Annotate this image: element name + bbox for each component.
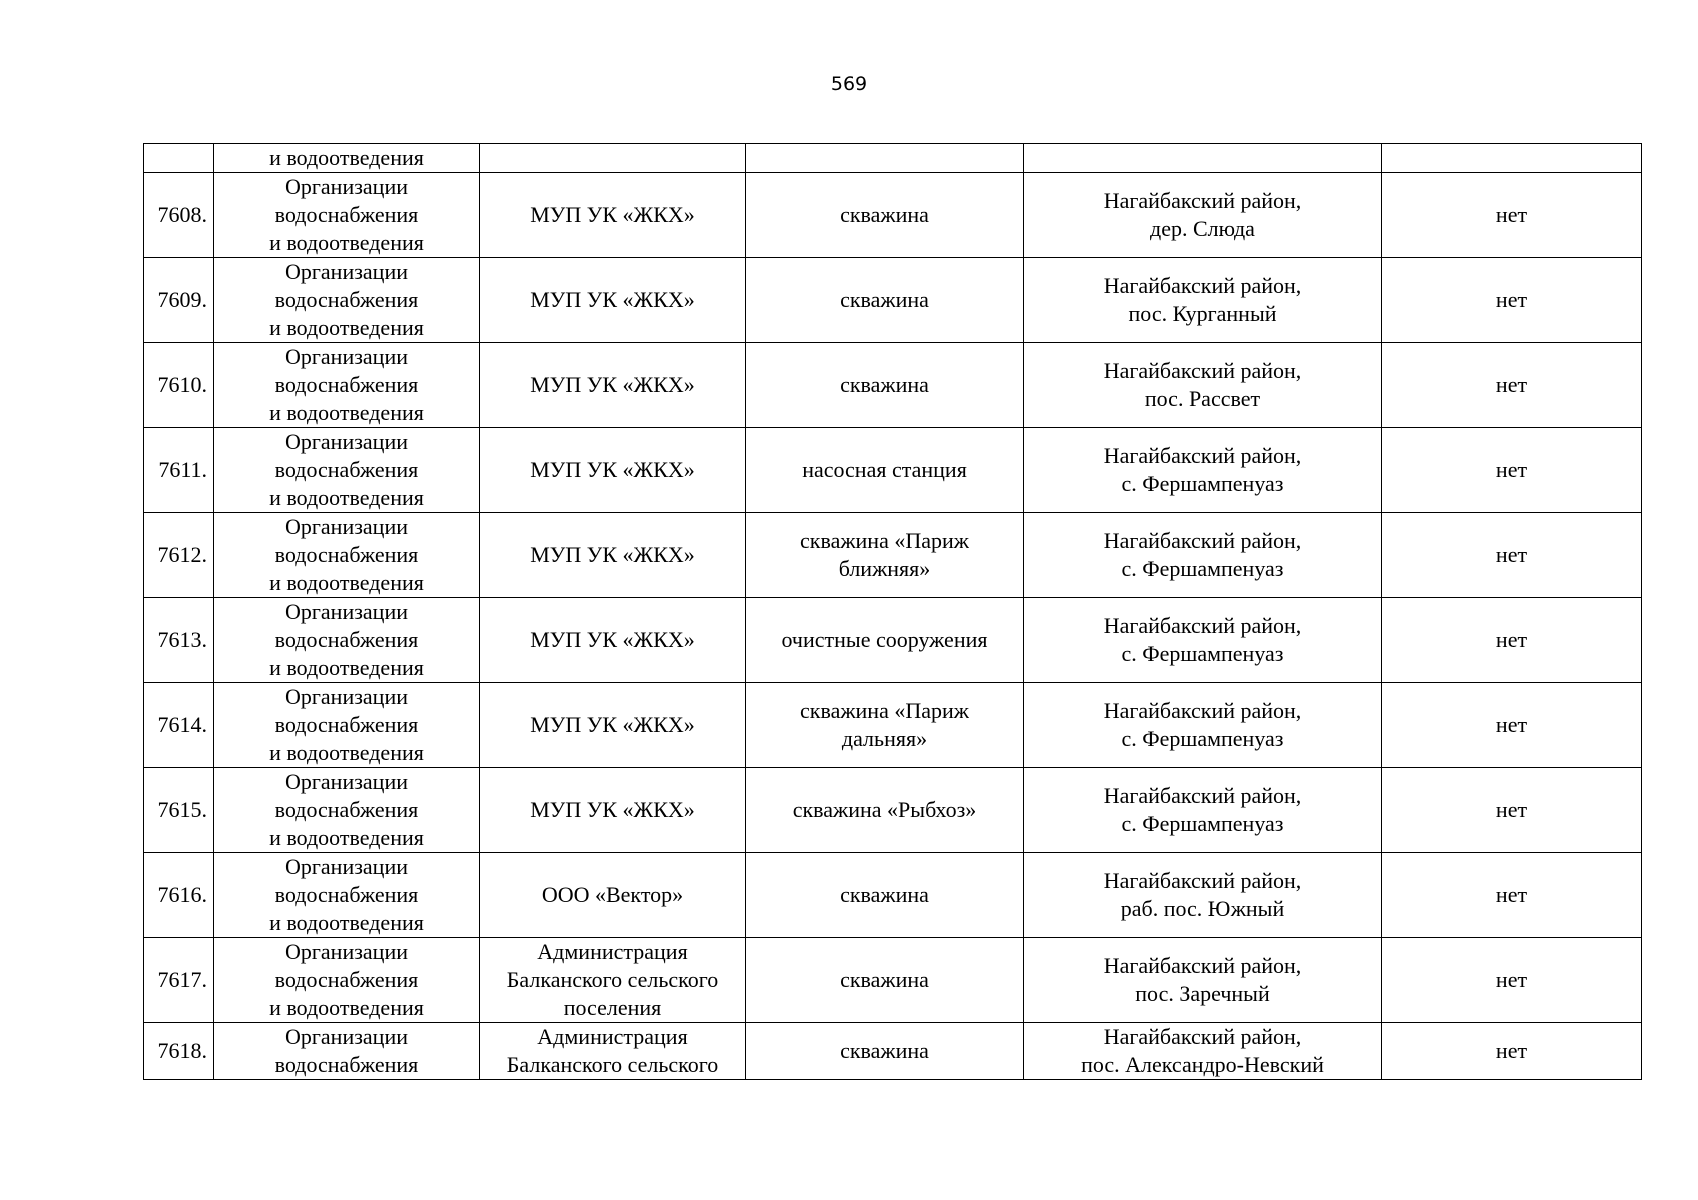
cell-line: скважина «Париж xyxy=(800,528,969,553)
cell-line: скважина xyxy=(840,1038,929,1063)
cell-line: МУП УК «ЖКХ» xyxy=(530,287,695,312)
cell-line: скважина xyxy=(840,202,929,227)
cell-line: водоснабжения xyxy=(274,542,419,567)
table-body xyxy=(144,144,1642,1080)
cell-line: скважина «Париж xyxy=(800,698,969,723)
cell-category xyxy=(214,513,480,598)
cell-address xyxy=(1024,938,1382,1023)
cell-line: Нагайбакский район, xyxy=(1103,783,1302,808)
registry-table xyxy=(143,143,1642,1080)
cell-status: нет xyxy=(1382,173,1642,258)
cell-line: скважина xyxy=(840,967,929,992)
cell-status: нет xyxy=(1382,598,1642,683)
cell-num: 7616. xyxy=(144,853,214,938)
table-row xyxy=(144,173,1642,258)
cell-line: водоснабжения xyxy=(274,1052,419,1077)
cell-line: с. Фершампенуаз xyxy=(1121,726,1284,751)
cell-line: с. Фершампенуаз xyxy=(1121,641,1284,666)
table-row xyxy=(144,258,1642,343)
cell-num: 7614. xyxy=(144,683,214,768)
cell-num: 7613. xyxy=(144,598,214,683)
cell-line: с. Фершампенуаз xyxy=(1121,556,1284,581)
cell-line: МУП УК «ЖКХ» xyxy=(530,627,695,652)
cell-line: водоснабжения xyxy=(274,372,419,397)
cell-category xyxy=(214,938,480,1023)
cell-org xyxy=(480,343,746,428)
cell-org xyxy=(480,938,746,1023)
cell-status: нет xyxy=(1382,513,1642,598)
cell-org xyxy=(480,598,746,683)
cell-object xyxy=(746,513,1024,598)
cell-category xyxy=(214,258,480,343)
cell-line: пос. Александро-Невский xyxy=(1081,1052,1324,1077)
table-row xyxy=(144,938,1642,1023)
cell-line: Нагайбакский район, xyxy=(1103,528,1302,553)
cell-line: Организации xyxy=(285,429,408,454)
cell-line: пос. Курганный xyxy=(1128,301,1277,326)
cell-line: Организации xyxy=(285,344,408,369)
cell-address xyxy=(1024,1023,1382,1080)
cell-address xyxy=(1024,258,1382,343)
cell-org xyxy=(480,513,746,598)
cell-address xyxy=(1024,598,1382,683)
cell-line: Нагайбакский район, xyxy=(1103,188,1302,213)
cell-line: скважина «Рыбхоз» xyxy=(792,797,977,822)
cell-object xyxy=(746,768,1024,853)
cell-line: МУП УК «ЖКХ» xyxy=(530,457,695,482)
cell-status: нет xyxy=(1382,938,1642,1023)
cell-line: Администрация xyxy=(537,939,688,964)
cell-org xyxy=(480,853,746,938)
cell-object xyxy=(746,144,1024,173)
cell-line: с. Фершампенуаз xyxy=(1121,471,1284,496)
cell-line: Нагайбакский район, xyxy=(1103,698,1302,723)
cell-line: Администрация xyxy=(537,1024,688,1049)
cell-line: и водоотведения xyxy=(269,485,424,510)
cell-line: Нагайбакский район, xyxy=(1103,1024,1302,1049)
cell-address xyxy=(1024,683,1382,768)
cell-line: ООО «Вектор» xyxy=(541,882,684,907)
cell-line: с. Фершампенуаз xyxy=(1121,811,1284,836)
cell-line: водоснабжения xyxy=(274,457,419,482)
cell-category xyxy=(214,1023,480,1080)
cell-num: 7611. xyxy=(144,428,214,513)
cell-line: и водоотведения xyxy=(269,400,424,425)
cell-num: 7615. xyxy=(144,768,214,853)
cell-line: Нагайбакский район, xyxy=(1103,613,1302,638)
cell-line: МУП УК «ЖКХ» xyxy=(530,202,695,227)
cell-num: 7618. xyxy=(144,1023,214,1080)
cell-line: водоснабжения xyxy=(274,882,419,907)
cell-status: нет xyxy=(1382,343,1642,428)
cell-line: водоснабжения xyxy=(274,797,419,822)
cell-org xyxy=(480,144,746,173)
cell-line: Балканского сельского xyxy=(506,1052,719,1077)
cell-line: Организации xyxy=(285,684,408,709)
cell-num: 7612. xyxy=(144,513,214,598)
cell-line: скважина xyxy=(840,287,929,312)
cell-address xyxy=(1024,768,1382,853)
cell-org xyxy=(480,258,746,343)
cell-category xyxy=(214,428,480,513)
cell-line: и водоотведения xyxy=(269,910,424,935)
cell-line: Нагайбакский район, xyxy=(1103,953,1302,978)
cell-address xyxy=(1024,173,1382,258)
cell-line: Балканского сельского xyxy=(506,967,719,992)
table-row xyxy=(144,853,1642,938)
cell-line: Организации xyxy=(285,769,408,794)
cell-line: водоснабжения xyxy=(274,967,419,992)
cell-category xyxy=(214,598,480,683)
cell-object xyxy=(746,1023,1024,1080)
cell-line: и водоотведения xyxy=(269,230,424,255)
cell-line: и водоотведения xyxy=(269,315,424,340)
cell-line: Организации xyxy=(285,854,408,879)
cell-num: 7609. xyxy=(144,258,214,343)
cell-object xyxy=(746,343,1024,428)
cell-line: очистные сооружения xyxy=(781,627,988,652)
table-row xyxy=(144,343,1642,428)
cell-category xyxy=(214,173,480,258)
cell-address xyxy=(1024,513,1382,598)
cell-line: и водоотведения xyxy=(269,825,424,850)
cell-line: водоснабжения xyxy=(274,202,419,227)
cell-line: насосная станция xyxy=(802,457,967,482)
cell-line: водоснабжения xyxy=(274,287,419,312)
cell-status: нет xyxy=(1382,768,1642,853)
cell-line: Организации xyxy=(285,599,408,624)
cell-line: МУП УК «ЖКХ» xyxy=(530,542,695,567)
cell-line: ближняя» xyxy=(838,556,931,581)
cell-line: водоснабжения xyxy=(274,712,419,737)
cell-status xyxy=(1382,144,1642,173)
cell-address xyxy=(1024,144,1382,173)
cell-line: пос. Рассвет xyxy=(1144,386,1261,411)
cell-line: водоснабжения xyxy=(274,627,419,652)
cell-category xyxy=(214,853,480,938)
cell-line: пос. Заречный xyxy=(1135,981,1270,1006)
cell-line: скважина xyxy=(840,882,929,907)
cell-line: Организации xyxy=(285,514,408,539)
cell-category: и водоотведения xyxy=(214,144,480,173)
cell-org xyxy=(480,1023,746,1080)
cell-line: и водоотведения xyxy=(269,655,424,680)
table-row xyxy=(144,513,1642,598)
cell-status: нет xyxy=(1382,428,1642,513)
cell-line: раб. пос. Южный xyxy=(1120,896,1285,921)
cell-object xyxy=(746,173,1024,258)
cell-org xyxy=(480,428,746,513)
cell-line: и водоотведения xyxy=(269,995,424,1020)
cell-line: МУП УК «ЖКХ» xyxy=(530,797,695,822)
cell-line: Нагайбакский район, xyxy=(1103,273,1302,298)
cell-num xyxy=(144,144,214,173)
cell-line: Нагайбакский район, xyxy=(1103,868,1302,893)
cell-category xyxy=(214,343,480,428)
cell-line: Организации xyxy=(285,259,408,284)
cell-category xyxy=(214,683,480,768)
cell-line: Организации xyxy=(285,174,408,199)
table-row xyxy=(144,768,1642,853)
cell-line: МУП УК «ЖКХ» xyxy=(530,712,695,737)
cell-object xyxy=(746,428,1024,513)
page-number: 569 xyxy=(830,73,868,95)
cell-line: поселения xyxy=(563,995,662,1020)
cell-object xyxy=(746,598,1024,683)
cell-status: нет xyxy=(1382,853,1642,938)
cell-status: нет xyxy=(1382,1023,1642,1080)
cell-line: Организации xyxy=(285,1024,408,1049)
cell-address xyxy=(1024,343,1382,428)
cell-line: дальняя» xyxy=(841,726,928,751)
cell-num: 7608. xyxy=(144,173,214,258)
cell-line: Нагайбакский район, xyxy=(1103,358,1302,383)
cell-address xyxy=(1024,853,1382,938)
cell-line: и водоотведения xyxy=(269,740,424,765)
cell-org xyxy=(480,173,746,258)
cell-address xyxy=(1024,428,1382,513)
cell-org xyxy=(480,683,746,768)
table-row xyxy=(144,1023,1642,1080)
cell-object xyxy=(746,853,1024,938)
cell-object xyxy=(746,683,1024,768)
cell-line: и водоотведения xyxy=(269,570,424,595)
table-row xyxy=(144,598,1642,683)
cell-object xyxy=(746,938,1024,1023)
cell-num: 7610. xyxy=(144,343,214,428)
cell-num: 7617. xyxy=(144,938,214,1023)
cell-category xyxy=(214,768,480,853)
table-row xyxy=(144,428,1642,513)
cell-org xyxy=(480,768,746,853)
cell-line: МУП УК «ЖКХ» xyxy=(530,372,695,397)
cell-line: Организации xyxy=(285,939,408,964)
cell-status: нет xyxy=(1382,258,1642,343)
cell-line: дер. Слюда xyxy=(1150,216,1255,241)
table-row-continued xyxy=(144,144,1642,173)
cell-object xyxy=(746,258,1024,343)
cell-status: нет xyxy=(1382,683,1642,768)
cell-line: скважина xyxy=(840,372,929,397)
cell-line: Нагайбакский район, xyxy=(1103,443,1302,468)
table-row xyxy=(144,683,1642,768)
